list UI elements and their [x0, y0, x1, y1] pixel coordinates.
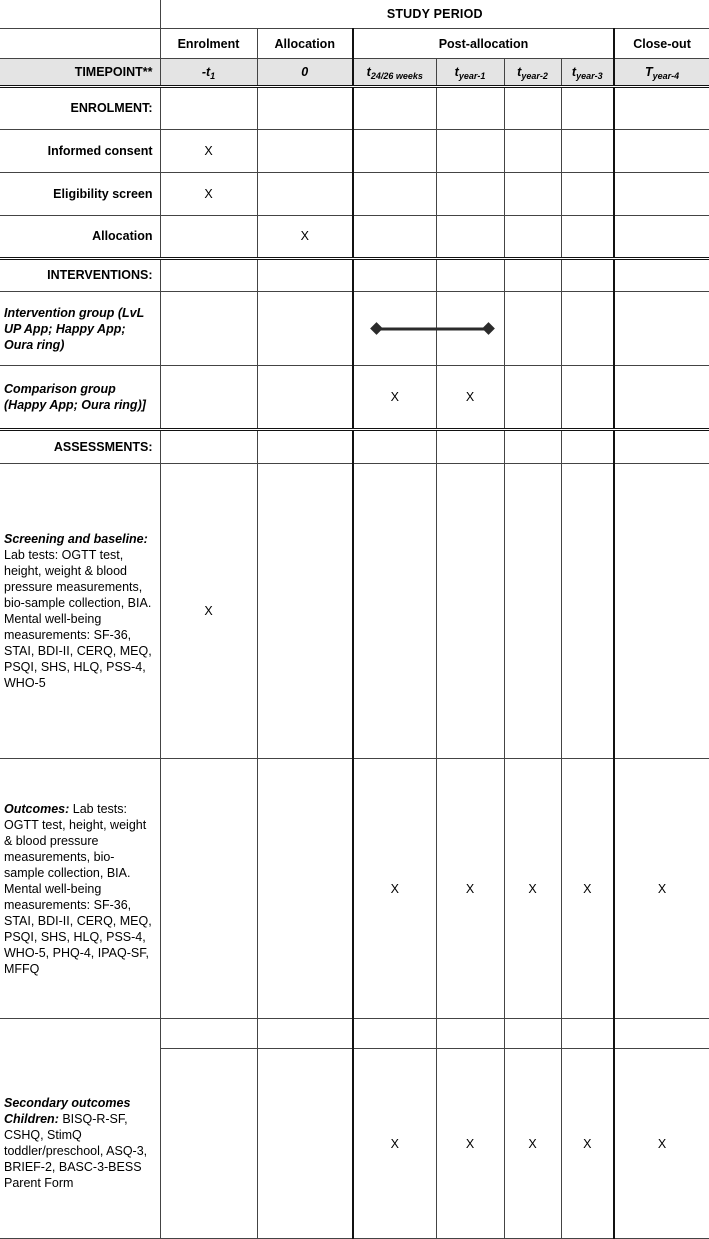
row-label-outcomes — [0, 759, 160, 1018]
section-interventions-blank-6 — [561, 258, 614, 292]
section-assessments-blank-2 — [257, 429, 353, 464]
cell-secondary-children-enrolment — [160, 1049, 257, 1239]
section-enrolment-blank-6 — [561, 86, 614, 129]
cell-spacer-year4 — [614, 1018, 709, 1049]
cell-intervention-group-t24 — [353, 292, 436, 366]
phase-post-allocation: Post-allocation — [353, 29, 614, 59]
cell-intervention-group-enrolment — [160, 292, 257, 366]
row-label-allocation: Allocation — [0, 215, 160, 258]
phase-enrolment: Enrolment — [160, 29, 257, 59]
table-row — [0, 215, 709, 258]
timepoint-year-2 — [504, 58, 561, 86]
cell-allocation-year3 — [561, 215, 614, 258]
row-label-secondary-outcomes-children — [0, 1049, 160, 1239]
cell-allocation-allocation: X — [257, 215, 353, 258]
section-enrolment-blank-3 — [353, 86, 436, 129]
row-label-outcomes-text: Lab tests: OGTT test, height, weight & blood pressure measurements, bio-sample collection, BIA. Mental well-being measurements: SF-36, STAI, BDI-II, CERQ, MEQ, PSQI, SHS, HLQ, PSS-4, WHO-5, PHQ-4, IPAQ-SF, MFFQ — [4, 801, 152, 976]
cell-informed-consent-year2 — [504, 129, 561, 172]
cell-secondary-children-allocation — [257, 1049, 353, 1239]
study-period-header: STUDY PERIOD — [160, 0, 709, 29]
cell-screening-t24 — [353, 464, 436, 759]
table-row-spacer — [0, 1018, 709, 1049]
timepoint-enrolment-sub: 1 — [210, 70, 216, 81]
section-enrolment-blank-7 — [614, 86, 709, 129]
section-header-interventions — [0, 258, 709, 292]
cell-screening-year2 — [504, 464, 561, 759]
row-label-screening-baseline — [0, 464, 160, 759]
cell-spacer-year3 — [561, 1018, 614, 1049]
cell-allocation-year4 — [614, 215, 709, 258]
section-header-assessments — [0, 429, 709, 464]
row-label-screening-baseline-italic: Screening and baseline: — [4, 532, 148, 547]
timepoint-24-26-weeks — [353, 58, 436, 86]
section-enrolment-blank-1 — [160, 86, 257, 129]
cell-outcomes-enrolment — [160, 759, 257, 1018]
cell-comparison-group-year4 — [614, 366, 709, 430]
cell-comparison-group-t24: X — [353, 366, 436, 430]
section-assessments-blank-3 — [353, 429, 436, 464]
cell-screening-allocation — [257, 464, 353, 759]
timepoint-allocation — [257, 58, 353, 86]
timepoint-24-26-weeks-sub: 24/26 weeks — [370, 70, 423, 81]
cell-secondary-children-year4: X — [614, 1049, 709, 1239]
section-assessments-blank-6 — [561, 429, 614, 464]
cell-allocation-year2 — [504, 215, 561, 258]
header-row-phases — [0, 29, 709, 59]
cell-informed-consent-t24 — [353, 129, 436, 172]
cell-screening-year1 — [436, 464, 504, 759]
row-label-informed-consent: Informed consent — [0, 129, 160, 172]
row-label-outcomes-italic: Outcomes: — [4, 801, 70, 816]
timepoint-year-3-sub: year-3 — [576, 70, 603, 81]
cell-outcomes-year4: X — [614, 759, 709, 1018]
table-row — [0, 366, 709, 430]
row-label-eligibility-screen: Eligibility screen — [0, 172, 160, 215]
section-interventions-blank-1 — [160, 258, 257, 292]
cell-intervention-group-allocation — [257, 292, 353, 366]
cell-intervention-group-year4 — [614, 292, 709, 366]
cell-eligibility-year1 — [436, 172, 504, 215]
section-enrolment-blank-5 — [504, 86, 561, 129]
cell-outcomes-t24: X — [353, 759, 436, 1018]
cell-outcomes-allocation — [257, 759, 353, 1018]
cell-informed-consent-allocation — [257, 129, 353, 172]
timepoint-allocation-main: 0 — [301, 64, 309, 79]
cell-comparison-group-year1: X — [436, 366, 504, 430]
row-label-spacer — [0, 1018, 160, 1049]
timepoint-year-1 — [436, 58, 504, 86]
section-label-enrolment: ENROLMENT: — [0, 86, 160, 129]
cell-informed-consent-year1 — [436, 129, 504, 172]
cell-intervention-group-year2 — [504, 292, 561, 366]
phase-allocation: Allocation — [257, 29, 353, 59]
table-row — [0, 292, 709, 366]
cell-eligibility-year4 — [614, 172, 709, 215]
section-assessments-blank-4 — [436, 429, 504, 464]
row-label-secondary-outcomes-children-text: BISQ-R-SF, CSHQ, StimQ toddler/preschool, ASQ-3, BRIEF-2, BASC-3-BESS Parent Form — [4, 1112, 148, 1191]
section-assessments-blank-7 — [614, 429, 709, 464]
timepoint-enrolment-main: -t — [201, 64, 211, 79]
header-row-study-period — [0, 0, 709, 29]
cell-comparison-group-allocation — [257, 366, 353, 430]
cell-comparison-group-year3 — [561, 366, 614, 430]
phase-blank-cell — [0, 29, 160, 59]
cell-eligibility-year2 — [504, 172, 561, 215]
timepoint-year-4-sub: year-4 — [652, 70, 680, 81]
cell-comparison-group-enrolment — [160, 366, 257, 430]
row-label-screening-baseline-text: Lab tests: OGTT test, height, weight & blood pressure measurements, bio-sample collection, BIA. Mental well-being measurements: SF-36, STAI, BDI-II, CERQ, MEQ, PSQI, SHS, HLQ, PSS-4, WHO-5 — [4, 548, 152, 691]
cell-secondary-children-year1: X — [436, 1049, 504, 1239]
timepoint-year-4-main: T — [644, 64, 653, 79]
cell-eligibility-allocation — [257, 172, 353, 215]
row-label-comparison-group — [0, 366, 160, 430]
cell-secondary-children-year3: X — [561, 1049, 614, 1239]
cell-spacer-allocation — [257, 1018, 353, 1049]
cell-outcomes-year2: X — [504, 759, 561, 1018]
section-label-assessments: ASSESSMENTS: — [0, 429, 160, 464]
section-header-enrolment — [0, 86, 709, 129]
timepoint-year-3 — [561, 58, 614, 86]
row-label-intervention-group-text: Intervention group (LvL UP App; Happy App; Oura ring) — [4, 305, 145, 352]
row-label-secondary-outcomes-children-italic: Secondary outcomes Children: — [4, 1096, 131, 1127]
timepoint-year-4 — [614, 58, 709, 86]
cell-eligibility-enrolment: X — [160, 172, 257, 215]
cell-screening-enrolment: X — [160, 464, 257, 759]
cell-eligibility-t24 — [353, 172, 436, 215]
table-row — [0, 759, 709, 1018]
section-enrolment-blank-4 — [436, 86, 504, 129]
cell-spacer-year2 — [504, 1018, 561, 1049]
cell-informed-consent-year3 — [561, 129, 614, 172]
cell-eligibility-year3 — [561, 172, 614, 215]
cell-informed-consent-enrolment: X — [160, 129, 257, 172]
timepoint-year-2-main: t — [517, 64, 522, 79]
table-row — [0, 129, 709, 172]
cell-spacer-year1 — [436, 1018, 504, 1049]
cell-outcomes-year1: X — [436, 759, 504, 1018]
section-interventions-blank-3 — [353, 258, 436, 292]
cell-secondary-children-t24: X — [353, 1049, 436, 1239]
cell-intervention-group-year3 — [561, 292, 614, 366]
table-row — [0, 172, 709, 215]
timepoint-enrolment — [160, 58, 257, 86]
section-interventions-blank-4 — [436, 258, 504, 292]
cell-allocation-t24 — [353, 215, 436, 258]
timepoint-year-3-main: t — [571, 64, 577, 79]
table-row — [0, 1049, 709, 1239]
row-label-comparison-group-text: Comparison group (Happy App; Oura ring)] — [4, 381, 146, 412]
cell-screening-year4 — [614, 464, 709, 759]
cell-comparison-group-year2 — [504, 366, 561, 430]
section-interventions-blank-7 — [614, 258, 709, 292]
cell-informed-consent-year4 — [614, 129, 709, 172]
corner-blank-cell — [0, 0, 160, 29]
header-row-timepoint — [0, 58, 709, 86]
cell-secondary-children-year2: X — [504, 1049, 561, 1239]
cell-allocation-year1 — [436, 215, 504, 258]
section-interventions-blank-2 — [257, 258, 353, 292]
intervention-period-bar-icon — [376, 327, 489, 330]
cell-spacer-t24 — [353, 1018, 436, 1049]
section-label-interventions: INTERVENTIONS: — [0, 258, 160, 292]
timepoint-24-26-weeks-main: t — [366, 64, 371, 79]
cell-screening-year3 — [561, 464, 614, 759]
table-row — [0, 464, 709, 759]
section-assessments-blank-1 — [160, 429, 257, 464]
section-enrolment-blank-2 — [257, 86, 353, 129]
cell-allocation-enrolment — [160, 215, 257, 258]
row-label-intervention-group — [0, 292, 160, 366]
cell-spacer-enrolment — [160, 1018, 257, 1049]
phase-close-out: Close-out — [614, 29, 709, 59]
timepoint-year-1-sub: year-1 — [458, 70, 486, 81]
timepoint-year-2-sub: year-2 — [521, 70, 548, 81]
cell-outcomes-year3: X — [561, 759, 614, 1018]
timepoint-year-1-main: t — [454, 64, 459, 79]
section-interventions-blank-5 — [504, 258, 561, 292]
intervention-period-bar-wrap — [354, 292, 436, 365]
timepoint-label: TIMEPOINT** — [0, 58, 160, 86]
section-assessments-blank-5 — [504, 429, 561, 464]
